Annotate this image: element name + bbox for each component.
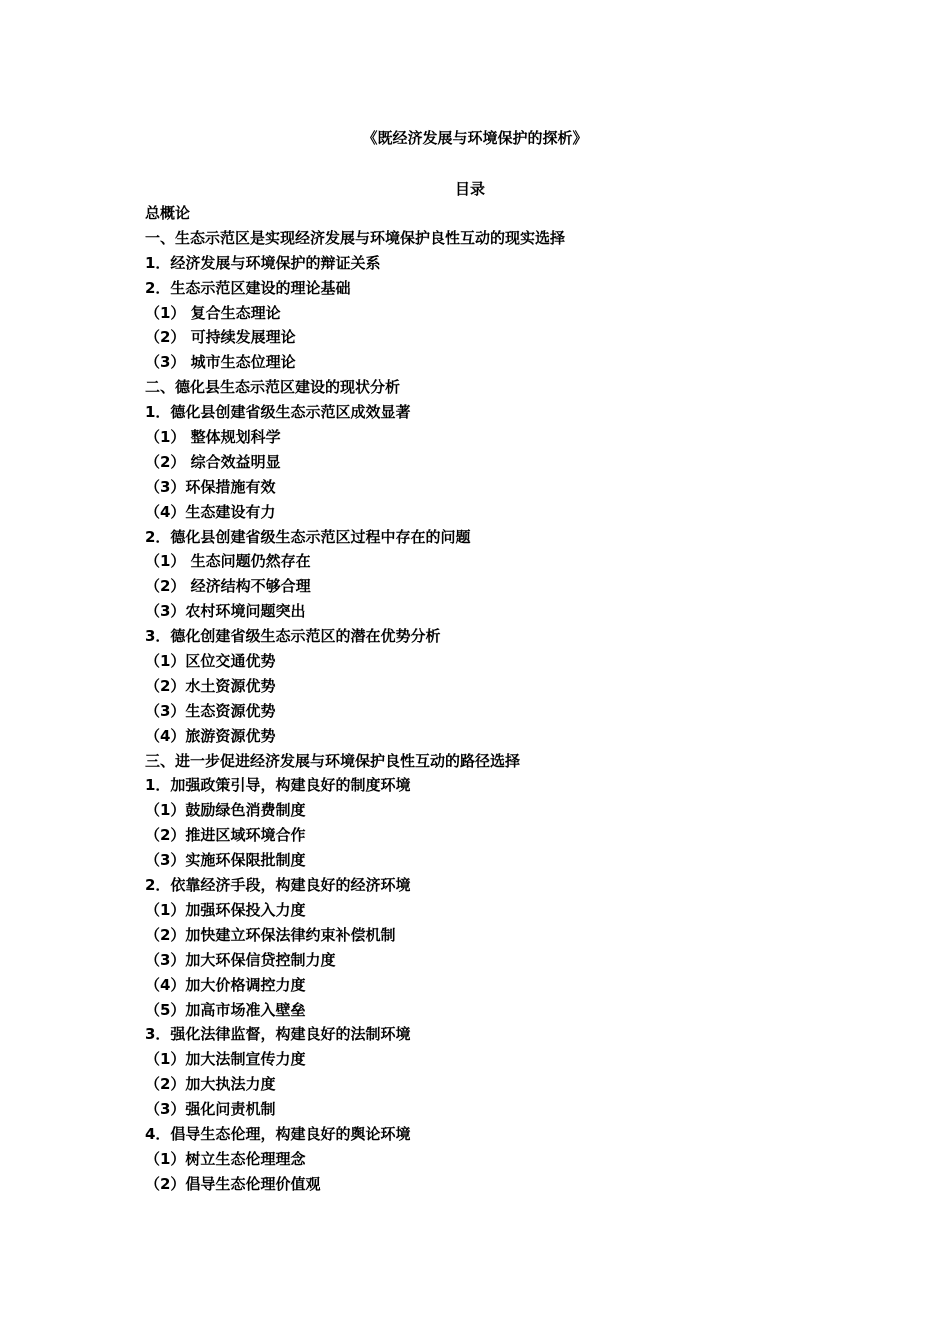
toc-entry: 2．依靠经济手段，构建良好的经济环境 <box>145 876 411 895</box>
toc-entry: （2）加快建立环保法律约束补偿机制 <box>145 925 396 944</box>
document-title: 《既经济发展与环境保护的探析》 <box>362 129 588 147</box>
toc-entry: （2）倡导生态伦理价值观 <box>145 1174 321 1193</box>
toc-entry: （2）加大执法力度 <box>145 1075 276 1094</box>
toc-entry: （4）加大价格调控力度 <box>145 975 306 994</box>
toc-entry: （3）环保措施有效 <box>145 477 276 496</box>
toc-entry: 3．德化创建省级生态示范区的潜在优势分析 <box>145 627 441 646</box>
toc-entry: 2．德化县创建省级生态示范区过程中存在的问题 <box>145 527 471 546</box>
toc-entry: （2）水土资源优势 <box>145 676 276 695</box>
toc-entry: （3） 城市生态位理论 <box>145 353 296 372</box>
table-of-contents <box>145 201 845 1197</box>
toc-entry: （1） 生态问题仍然存在 <box>145 552 311 571</box>
toc-entry: （5）加高市场准入壁垒 <box>145 1000 306 1019</box>
toc-entry: （3）生态资源优势 <box>145 701 276 720</box>
toc-entry: （1）加强环保投入力度 <box>145 900 306 919</box>
toc-entry: （1） 整体规划科学 <box>145 428 281 447</box>
toc-entry: （3）农村环境问题突出 <box>145 602 306 621</box>
toc-entry: （4）生态建设有力 <box>145 502 276 521</box>
toc-entry: 1．德化县创建省级生态示范区成效显著 <box>145 403 411 422</box>
toc-entry: 总概论 <box>145 204 191 222</box>
toc-entry: （2）推进区域环境合作 <box>145 826 306 845</box>
toc-entry: （1）鼓励绿色消费制度 <box>145 801 306 820</box>
toc-heading: 目录 <box>454 180 485 198</box>
toc-entry: 4．倡导生态伦理，构建良好的舆论环境 <box>145 1124 411 1143</box>
toc-entry: （3）强化问责机制 <box>145 1100 276 1119</box>
toc-entry: 二、德化县生态示范区建设的现状分析 <box>145 378 401 397</box>
toc-entry: （3）加大环保信贷控制力度 <box>145 950 336 969</box>
toc-entry: 三、进一步促进经济发展与环境保护良性互动的路径选择 <box>145 751 521 770</box>
toc-entry: （1）区位交通优势 <box>145 652 276 671</box>
toc-entry: （2） 可持续发展理论 <box>145 328 296 347</box>
toc-entry: （1） 复合生态理论 <box>145 303 281 322</box>
toc-entry: （4）旅游资源优势 <box>145 726 276 745</box>
toc-entry: 一、生态示范区是实现经济发展与环境保护良性互动的现实选择 <box>145 228 566 247</box>
toc-entry: （1）树立生态伦理理念 <box>145 1149 306 1168</box>
toc-entry: （2） 综合效益明显 <box>145 452 281 471</box>
toc-entry: （3）实施环保限批制度 <box>145 851 306 870</box>
toc-entry: 2．生态示范区建设的理论基础 <box>145 278 351 297</box>
toc-entry: （1）加大法制宣传力度 <box>145 1050 306 1069</box>
toc-entry: 1．经济发展与环境保护的辩证关系 <box>145 253 381 272</box>
toc-entry: （2） 经济结构不够合理 <box>145 577 311 596</box>
toc-entry: 3．强化法律监督，构建良好的法制环境 <box>145 1025 411 1044</box>
toc-entry: 1．加强政策引导，构建良好的制度环境 <box>145 776 411 795</box>
